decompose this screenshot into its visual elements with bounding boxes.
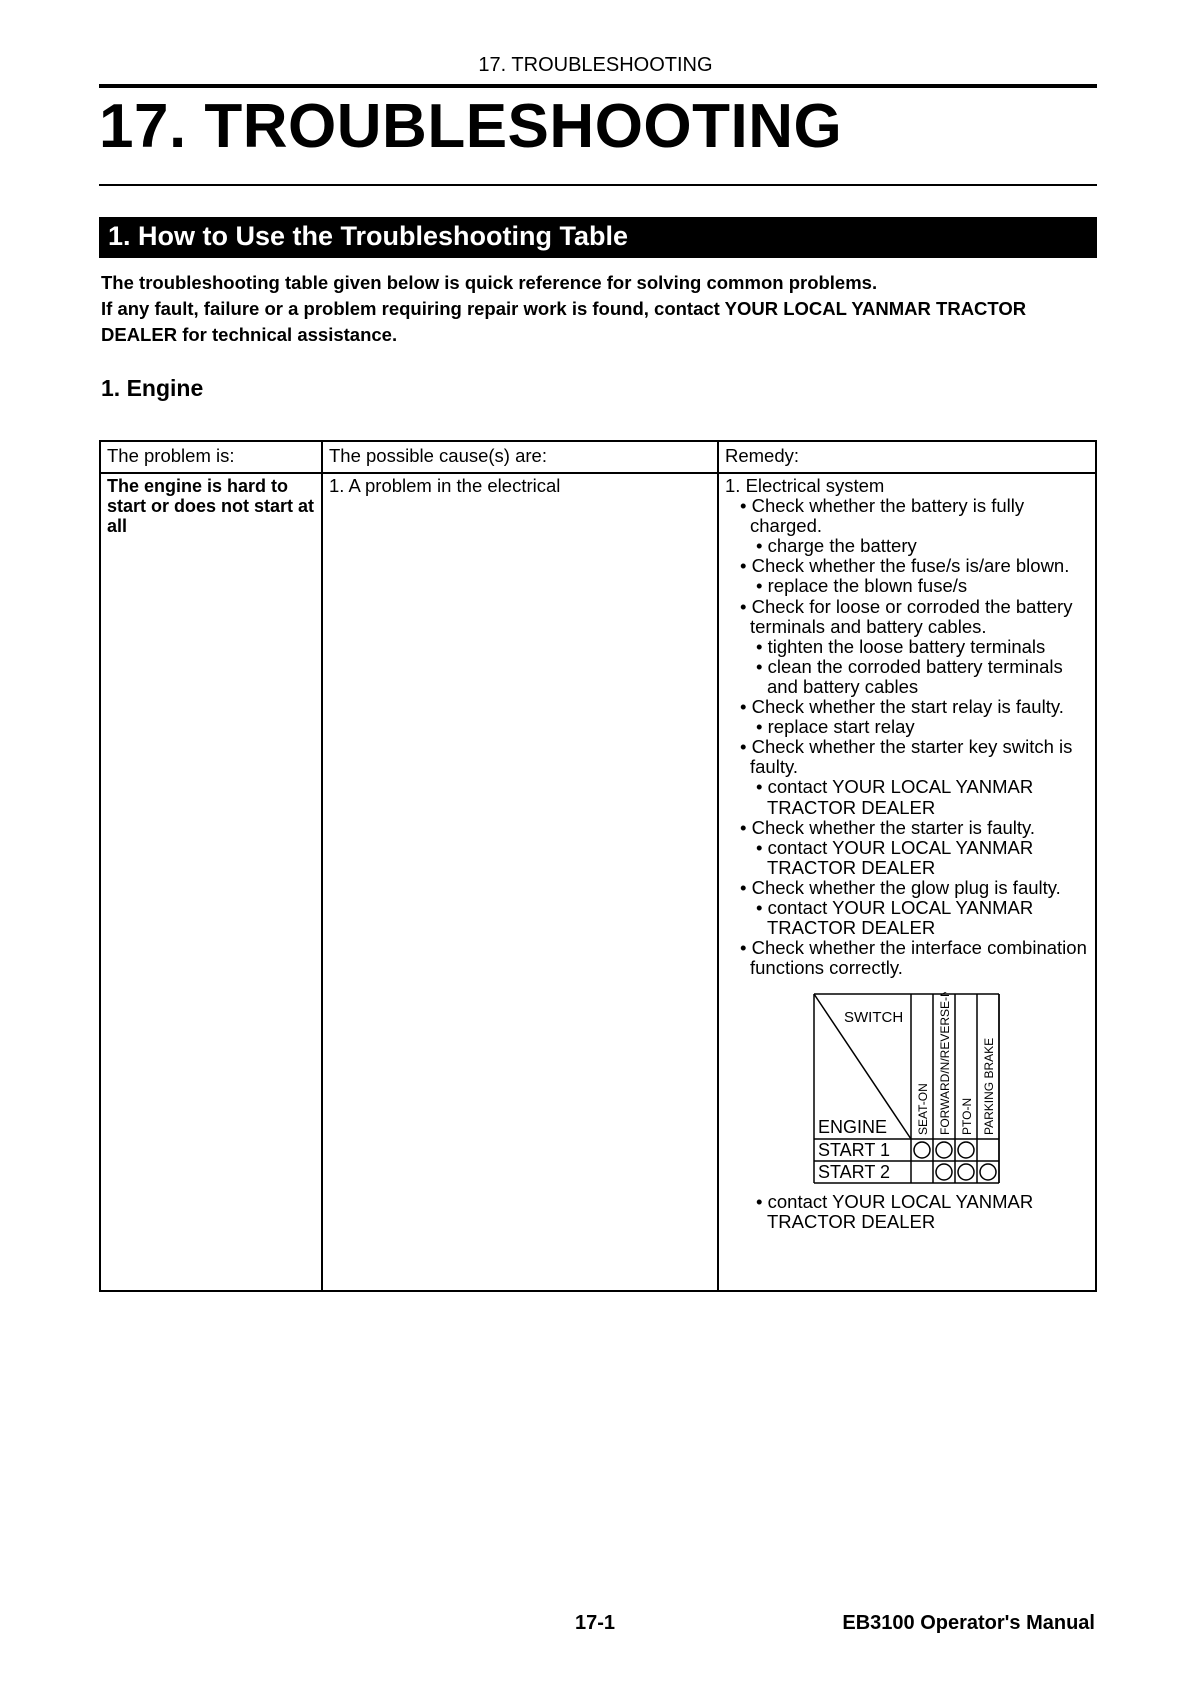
- remedy-item: • Check whether the glow plug is faulty.: [740, 876, 1061, 898]
- column-header: FORWARD/N/REVERSE-N: [938, 992, 952, 1136]
- interlock-mark: [936, 1142, 952, 1158]
- interlock-mark: [914, 1142, 930, 1158]
- remedy-item: • Check whether the start relay is faulty.: [740, 696, 1064, 718]
- header-rule: [99, 84, 1097, 88]
- problem-cell: [100, 473, 322, 1291]
- interlock-grid-svg: [812, 992, 1002, 1186]
- section-heading: 1. How to Use the Troubleshooting Table: [99, 217, 1097, 258]
- cause-cell: [322, 473, 718, 1291]
- remedy-item: • Check whether the starter is faulty.: [740, 816, 1036, 838]
- chapter-title: 17. TROUBLESHOOTING: [99, 92, 843, 161]
- interlock-mark: [936, 1164, 952, 1180]
- header-cause: The possible cause(s) are:: [322, 441, 718, 473]
- remedy-item: • replace start relay: [756, 716, 915, 738]
- row-label: START 2: [818, 1162, 891, 1183]
- column-header: SEAT-ON: [916, 1083, 930, 1136]
- running-head: 17. TROUBLESHOOTING: [478, 54, 713, 76]
- remedy-item: • contact YOUR LOCAL YANMAR TRACTOR DEALER: [756, 836, 1034, 878]
- remedy-after-grid: • contact YOUR LOCAL YANMAR TRACTOR DEALER: [756, 1191, 1034, 1233]
- table-header-row: [100, 441, 1096, 473]
- remedy-item: • Check for loose or corroded the battery terminals and battery cables.: [740, 595, 1073, 637]
- interlock-mark: [958, 1164, 974, 1180]
- interlock-mark: [958, 1142, 974, 1158]
- remedy-item: • Check whether the interface combination functions correctly.: [740, 937, 1087, 979]
- remedy-item: • contact YOUR LOCAL YANMAR TRACTOR DEALER: [756, 896, 1034, 939]
- row-label: START 1: [818, 1140, 891, 1161]
- troubleshooting-table: [99, 440, 1097, 1292]
- remedy-item: • Check whether the fuse/s is/are blown.: [740, 555, 1070, 577]
- subsection-heading: 1. Engine: [101, 375, 204, 401]
- column-header: PTO-N: [960, 1098, 974, 1136]
- manual-title: EB3100 Operator's Manual: [842, 1612, 1095, 1634]
- remedy-item: • contact YOUR LOCAL YANMAR TRACTOR DEALER: [756, 776, 1034, 818]
- remedy-item: • charge the battery: [756, 535, 917, 557]
- remedy-item: • Check whether the battery is fully charged.: [740, 495, 1025, 537]
- interlock-grid: [812, 992, 1002, 1186]
- intro-text: [101, 270, 1091, 348]
- remedy-item: • replace the blown fuse/s: [756, 575, 968, 597]
- corner-label-switch: SWITCH: [844, 1009, 904, 1027]
- corner-label-engine: ENGINE: [818, 1117, 888, 1138]
- table-row: [100, 473, 1096, 1291]
- remedy-item: • Check whether the starter key switch is faulty.: [740, 736, 1073, 778]
- title-rule: [99, 184, 1097, 186]
- intro-line-1: The troubleshooting table given below is quick reference for solving common problems.: [101, 272, 878, 293]
- problem-text: The engine is hard to start or does not start at all: [107, 476, 315, 536]
- column-header: PARKING BRAKE: [982, 1038, 996, 1136]
- remedy-cell: [718, 473, 1096, 1291]
- remedy-item: • tighten the loose battery terminals: [756, 635, 1046, 657]
- header-problem: The problem is:: [100, 441, 322, 473]
- header-remedy: Remedy:: [718, 441, 1096, 473]
- remedy-item: • clean the corroded battery terminals and battery cables: [756, 655, 1063, 697]
- remedy-item: 1. Electrical system: [725, 475, 885, 496]
- page-number: 17-1: [575, 1612, 616, 1634]
- intro-line-2: If any fault, failure or a problem requiring repair work is found, contact YOUR LOCAL YANMAR TRACTOR DEALER for technical assistance.: [101, 298, 1027, 345]
- remedy-list: [725, 476, 1089, 978]
- interlock-mark: [980, 1164, 996, 1180]
- cause-text: 1. A problem in the electrical: [329, 475, 561, 496]
